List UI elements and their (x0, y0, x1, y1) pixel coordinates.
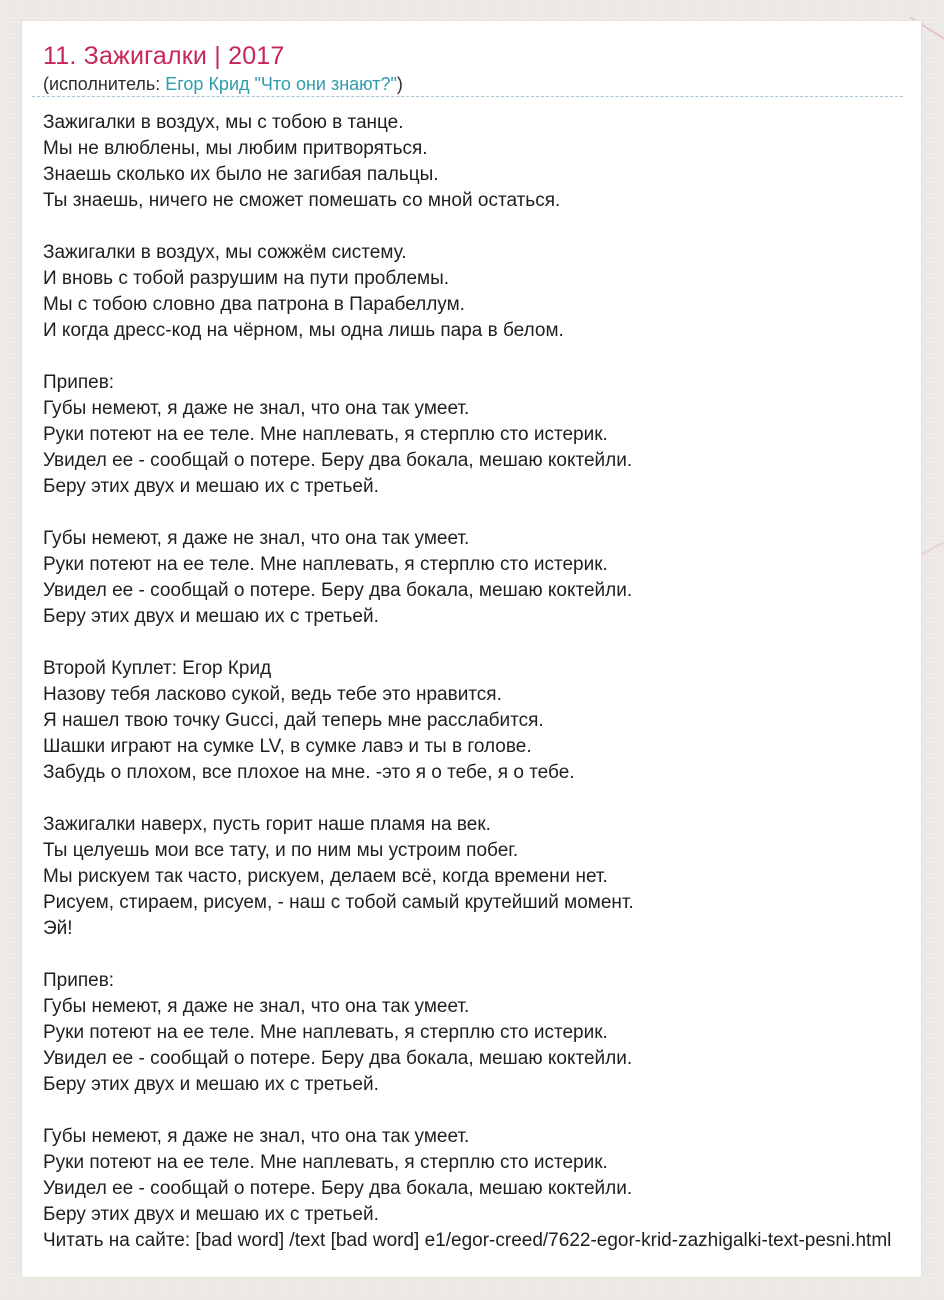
lyrics-paragraph: Припев: Губы немеют, я даже не знал, что она так умеет. Руки потеют на ее теле. Мне наплевать, я стерплю сто истерик. Увидел ее - сообщай о потере. Беру два бокала, мешаю коктейли. Беру этих двух и мешаю их с третьей. (43, 970, 633, 1095)
lyrics-paragraph: Губы немеют, я даже не знал, что она так умеет. Руки потеют на ее теле. Мне наплевать, я стерплю сто истерик. Увидел ее - сообщай о потере. Беру два бокала, мешаю коктейли. Беру этих двух и мешаю их с третьей. (43, 528, 633, 627)
artist-album-link[interactable]: Егор Крид "Что они знают?" (165, 74, 397, 94)
lyrics-paragraph: Губы немеют, я даже не знал, что она так умеет. Руки потеют на ее теле. Мне наплевать, я стерплю сто истерик. Увидел ее - сообщай о потере. Беру два бокала, мешаю коктейли. Беру этих двух и мешаю их с третьей. (43, 1126, 633, 1225)
lyrics-paragraph: Зажигалки наверх, пусть горит наше пламя на век. Ты целуешь мои все тату, и по ним мы устроим побег. Мы рискуем так часто, рискуем, делаем всё, когда времени нет. Рисуем, стираем, рисуем, - наш с тобой самый крутейший момент. Эй! (43, 814, 634, 939)
read-on-site-line: Читать на сайте: [bad word] /text [bad word] e1/egor-creed/7622-egor-krid-zazhigalki-text-pesni.html (43, 1230, 892, 1251)
song-title-link[interactable]: 11. Зажигалки | 2017 (43, 42, 285, 70)
artist-line (43, 74, 903, 94)
lyrics-card (21, 20, 922, 1278)
lyrics-paragraph: Зажигалки в воздух, мы сожжём систему. И вновь с тобой разрушим на пути проблемы. Мы с тобою словно два патрона в Парабеллум. И когда дресс-код на чёрном, мы одна лишь пара в белом. (43, 242, 564, 341)
lyrics-paragraph: Второй Куплет: Егор Крид Назову тебя ласково сукой, ведь тебе это нравится. Я нашел твою точку Gucci, дай теперь мне расслабится. Шашки играют на сумке LV, в сумке лавэ и ты в голове. Забудь о плохом, все плохое на мне. -это я о тебе, я о тебе. (43, 658, 575, 783)
song-header (32, 43, 903, 97)
artist-line-prefix: (исполнитель: (43, 74, 166, 94)
artist-line-suffix: ) (396, 74, 403, 94)
lyrics-text (32, 97, 903, 1254)
lyrics-paragraph: Припев: Губы немеют, я даже не знал, что она так умеет. Руки потеют на ее теле. Мне наплевать, я стерплю сто истерик. Увидел ее - сообщай о потере. Беру два бокала, мешаю коктейли. Беру этих двух и мешаю их с третьей. (43, 372, 633, 497)
lyrics-blocks (43, 110, 903, 1228)
lyrics-paragraph: Зажигалки в воздух, мы с тобою в танце. Мы не влюблены, мы любим притворяться. Знаешь сколько их было не загибая пальцы. Ты знаешь, ничего не сможет помешать со мной остаться. (43, 112, 561, 211)
